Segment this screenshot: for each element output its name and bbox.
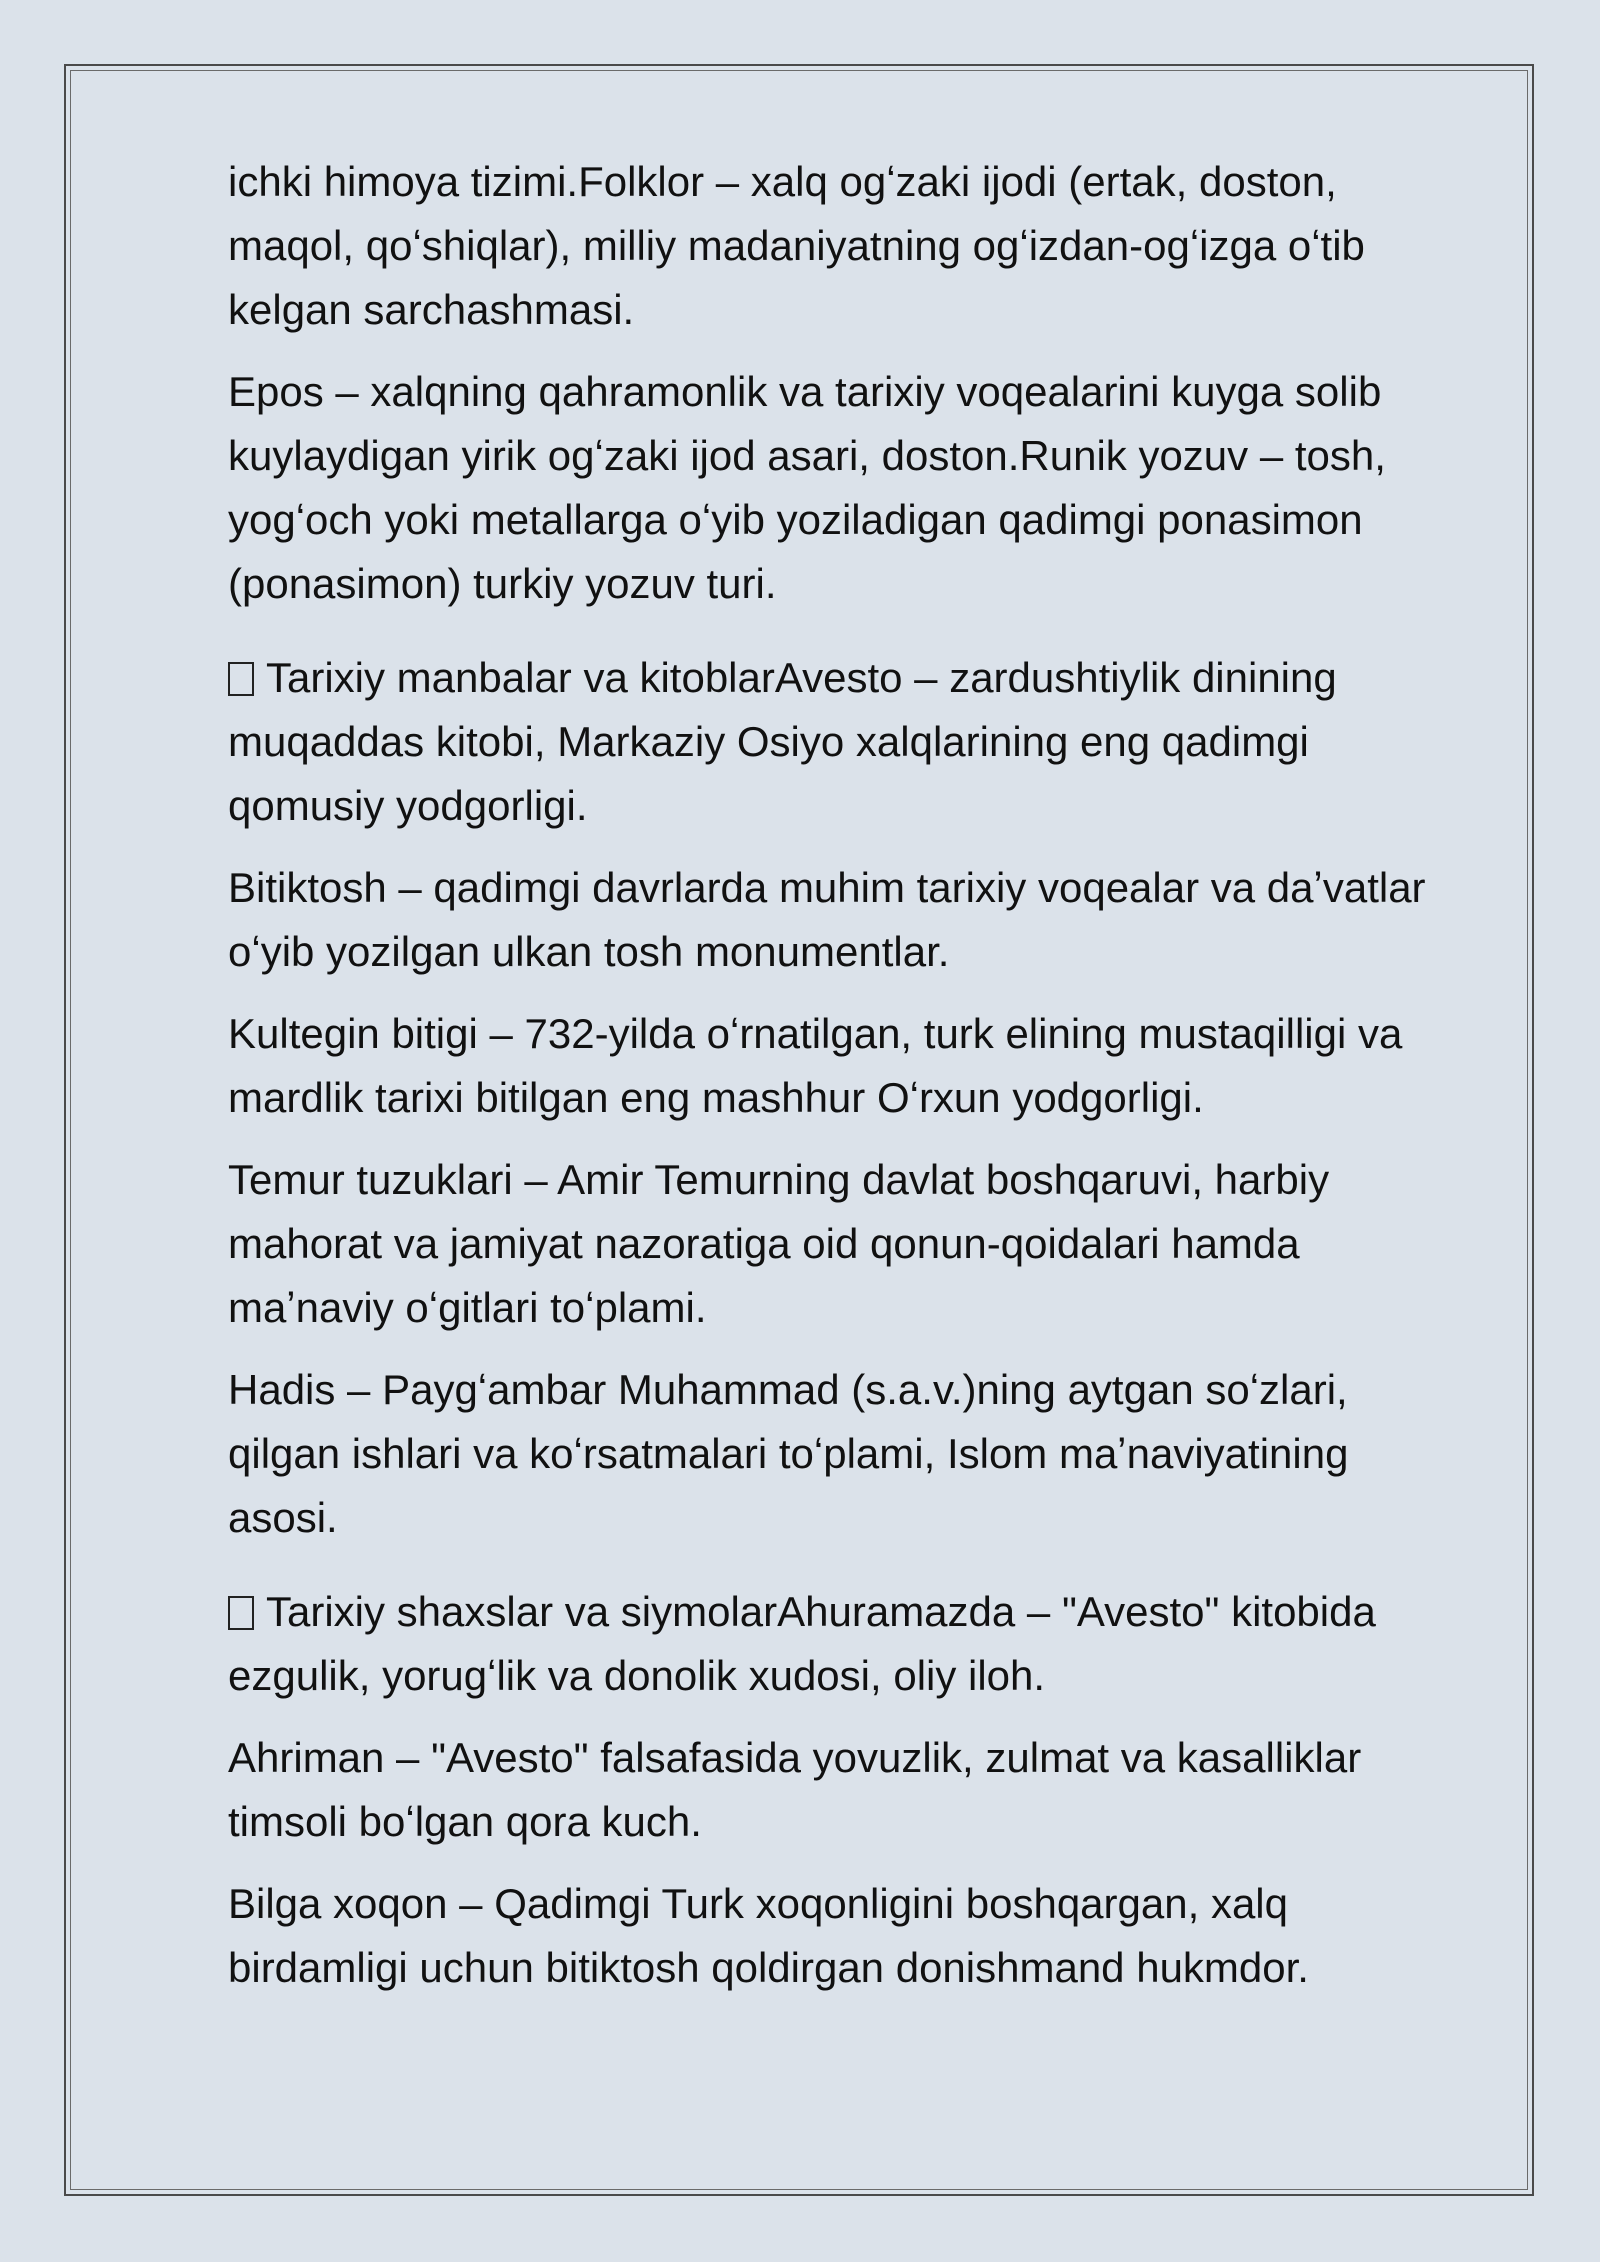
paragraph-epos: [228, 360, 1458, 616]
paragraph-text: Kultegin bitigi – 732-yilda oʻrnatilgan, turk elining mustaqilligi va mardlik tarixi bitilgan eng mashhur Oʻrxun yodgorligi.: [228, 1010, 1403, 1121]
paragraph-folklor: [228, 150, 1458, 342]
paragraph-bilga-xoqon: [228, 1872, 1458, 2000]
paragraph-kultegin: [228, 1002, 1458, 1130]
paragraph-text: Tarixiy manbalar va kitoblarAvesto – zardushtiylik dinining muqaddas kitobi, Markaziy Osiyo xalqlarining eng qadimgi qomusiy yodgorligi.: [228, 654, 1337, 829]
paragraph-text: Bitiktosh – qadimgi davrlarda muhim tarixiy voqealar va daʼvatlar oʻyib yozilgan ulkan tosh monumentlar.: [228, 864, 1426, 975]
paragraph-bitiktosh: [228, 856, 1458, 984]
paragraph-ahuramazda: [228, 1580, 1458, 1708]
document-body: [228, 150, 1458, 2018]
paragraph-avesto: [228, 646, 1458, 838]
missing-glyph-bullet-icon: [228, 1596, 254, 1630]
paragraph-text: Epos – xalqning qahramonlik va tarixiy voqealarini kuyga solib kuylaydigan yirik ogʻzaki ijod asari, doston.Runik yozuv – tosh, yogʻoch yoki metallarga oʻyib yoziladigan qadimgi ponasimon (ponasimon) turkiy yozuv turi.: [228, 368, 1386, 607]
paragraph-ahriman: [228, 1726, 1458, 1854]
paragraph-text: Ahriman – "Avesto" falsafasida yovuzlik, zulmat va kasalliklar timsoli boʻlgan qora kuch.: [228, 1734, 1362, 1845]
paragraph-temur-tuzuklari: [228, 1148, 1458, 1340]
paragraph-text: Bilga xoqon – Qadimgi Turk xoqonligini boshqargan, xalq birdamligi uchun bitiktosh qoldirgan donishmand hukmdor.: [228, 1880, 1309, 1991]
paragraph-text: Temur tuzuklari – Amir Temurning davlat boshqaruvi, harbiy mahorat va jamiyat nazoratiga oid qonun-qoidalari hamda maʼnaviy oʻgitlari toʻplami.: [228, 1156, 1330, 1331]
paragraph-text: Hadis – Paygʻambar Muhammad (s.a.v.)ning aytgan soʻzlari, qilgan ishlari va koʻrsatmalari toʻplami, Islom maʼnaviyatining asosi.: [228, 1366, 1349, 1541]
paragraph-text: ichki himoya tizimi.Folklor – xalq ogʻzaki ijodi (ertak, doston, maqol, qoʻshiqlar), milliy madaniyatning ogʻizdan-ogʻizga oʻtib kelgan sarchashmasi.: [228, 158, 1365, 333]
paragraph-text: Tarixiy shaxslar va siymolarAhuramazda – "Avesto" kitobida ezgulik, yorugʻlik va donolik xudosi, oliy iloh.: [228, 1588, 1376, 1699]
paragraph-hadis: [228, 1358, 1458, 1550]
missing-glyph-bullet-icon: [228, 662, 254, 696]
